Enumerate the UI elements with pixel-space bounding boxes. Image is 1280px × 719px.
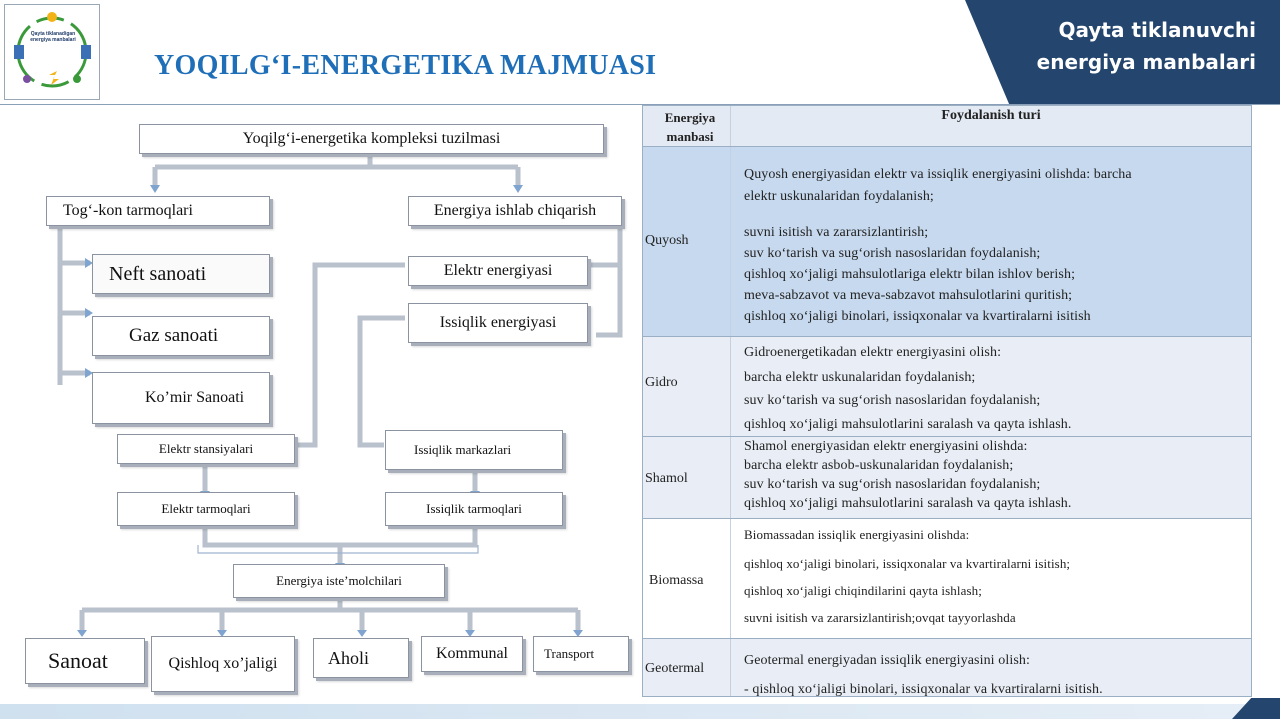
use-line: qishloq xo‘jaligi binolari, issiqxonalar va kvartiralarni isitish;	[744, 556, 1071, 571]
node-power-stations: Elektr stansiyalari	[117, 434, 295, 464]
node-coal: Ko’mir Sanoati	[92, 372, 270, 424]
node-heat-energy: Issiqlik energiyasi	[408, 303, 588, 343]
logo	[4, 4, 100, 100]
node-heat-networks: Issiqlik tarmoqlari	[385, 492, 563, 526]
use-line: suv ko‘tarish va sug‘orish nasoslaridan foydalanish;	[744, 246, 1041, 261]
footer-band	[0, 704, 1280, 719]
row-source: Biomassa	[649, 573, 704, 588]
row-source: Shamol	[645, 471, 688, 486]
banner-title: Qayta tiklanuvchi energiya manbalari	[1036, 18, 1256, 74]
table-row	[643, 436, 1251, 518]
use-line: qishloq xo‘jaligi binolari, issiqxonalar va kvartiralarni isitish	[744, 309, 1091, 324]
node-production: Energiya ishlab chiqarish	[408, 196, 622, 226]
table-row	[643, 146, 1251, 336]
header-source: Energiya manbasi	[664, 110, 716, 144]
energy-sources-table	[642, 105, 1252, 697]
node-population: Aholi	[313, 638, 409, 678]
node-oil: Neft sanoati	[92, 254, 270, 294]
node-power-networks: Elektr tarmoqlari	[117, 492, 295, 526]
row-source: Gidro	[645, 375, 678, 390]
table-row	[643, 518, 1251, 638]
node-industry: Sanoat	[25, 638, 145, 684]
header-use: Foydalanish turi	[941, 108, 1041, 123]
table-row	[643, 638, 1251, 696]
node-electric-energy: Elektr energiyasi	[408, 256, 588, 286]
row-source: Geotermal	[645, 661, 705, 676]
use-line: suv ko‘tarish va sug‘orish nasoslaridan foydalanish;	[744, 393, 1041, 408]
use-line: qishloq xo‘jaligi mahsulotlariga elektr bilan ishlov berish;	[744, 267, 1076, 282]
use-line: Gidroenergetikadan elektr energiyasini olish:	[744, 345, 1002, 360]
use-line: elektr uskunalaridan foydalanish;	[744, 189, 934, 204]
use-line: barcha elektr asbob-uskunalaridan foydalanish;	[744, 458, 1014, 473]
use-line: suv ko‘tarish va sug‘orish nasoslaridan foydalanish;	[744, 477, 1041, 492]
use-line: - qishloq xo‘jaligi binolari, issiqxonalar va kvartiralarni isitish.	[744, 682, 1103, 697]
use-line: suvni isitish va zararsizlantirish;ovqat tayyorlashda	[744, 610, 1016, 625]
page-title: YOQILG‘I-ENERGETIKA MAJMUASI	[154, 50, 657, 81]
node-mining: Tog‘-kon tarmoqlari	[46, 196, 270, 226]
use-line: Quyosh energiyasidan elektr va issiqlik energiyasini olishda: barcha	[744, 167, 1132, 182]
use-line: Biomassadan issiqlik energiyasini olishda:	[744, 527, 970, 542]
node-communal: Kommunal	[421, 636, 523, 672]
use-line: qishloq xo‘jaligi chiqindilarini qayta ishlash;	[744, 583, 982, 598]
use-line: meva-sabzavot va meva-sabzavot mahsulotlarini quritish;	[744, 288, 1073, 303]
table-row	[643, 336, 1251, 436]
node-transport: Transport	[533, 636, 629, 672]
use-line: Shamol energiyasidan elektr energiyasini olishda:	[744, 439, 1028, 454]
node-root: Yoqilg‘i-energetika kompleksi tuzilmasi	[139, 124, 604, 154]
node-gas: Gaz sanoati	[92, 316, 270, 356]
use-line: qishloq xo‘jaligi mahsulotlarini saralash va qayta ishlash.	[744, 417, 1072, 432]
node-agriculture: Qishloq xo’jaligi	[151, 636, 295, 692]
logo-text: Qayta tiklanadigan energiya manbalari	[30, 31, 76, 43]
row-source: Quyosh	[645, 233, 689, 248]
node-consumers: Energiya iste’molchilari	[233, 564, 445, 598]
table-header-row	[643, 106, 1251, 146]
node-heat-centers: Issiqlik markazlari	[385, 430, 563, 470]
use-line: suvni isitish va zararsizlantirish;	[744, 225, 929, 240]
renewable-cycle-icon	[5, 5, 99, 99]
use-line: barcha elektr uskunalaridan foydalanish;	[744, 370, 976, 385]
use-line: Geotermal energiyadan issiqlik energiyasini olish:	[744, 653, 1030, 668]
use-line: qishloq xo‘jaligi mahsulotlarini saralash va qayta ishlash.	[744, 496, 1072, 511]
